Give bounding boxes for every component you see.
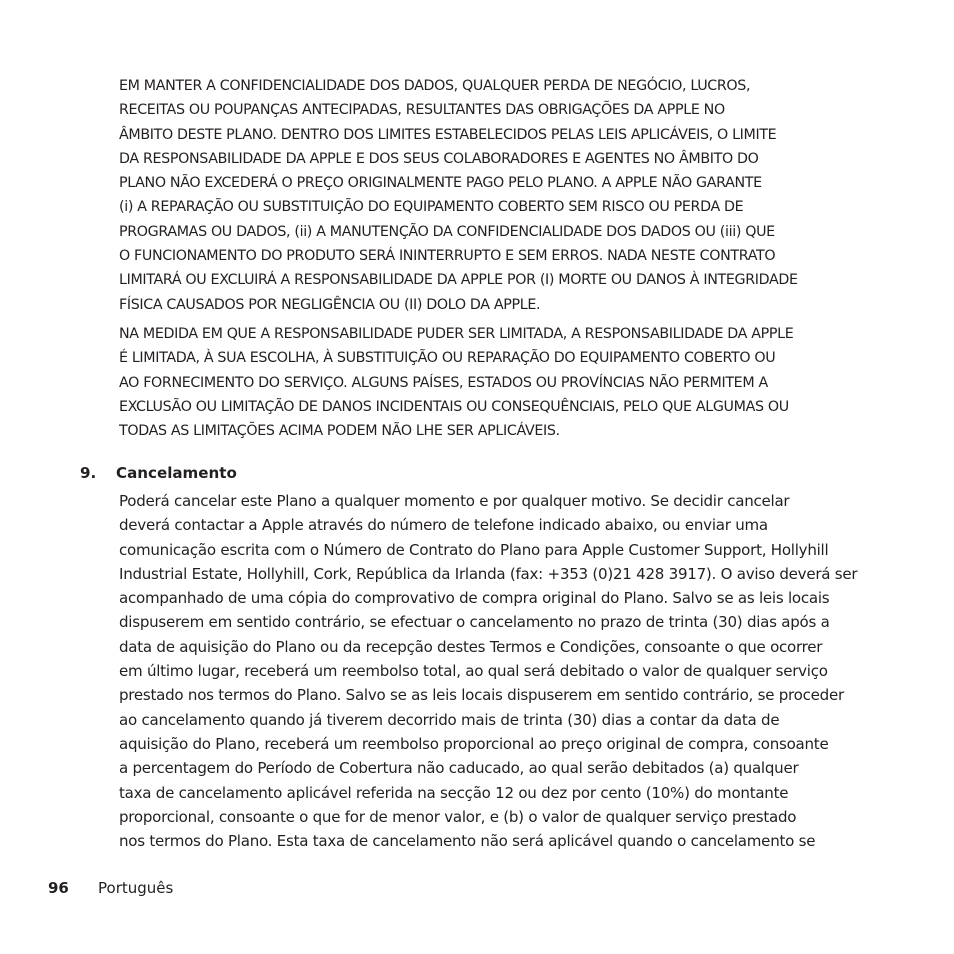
text-line: FÍSICA CAUSADOS POR NEGLIGÊNCIA OU (II) DOLO DA APPLE. bbox=[119, 296, 541, 313]
text-line: aquisição do Plano, receberá um reembolso proporcional ao preço original de compra, consoante bbox=[119, 734, 829, 753]
section-title: Cancelamento bbox=[116, 464, 237, 482]
text-line: NA MEDIDA EM QUE A RESPONSABILIDADE PUDER SER LIMITADA, A RESPONSABILIDADE DA APPLE bbox=[119, 326, 794, 342]
footer-language: Português bbox=[98, 879, 174, 897]
section-number: 9. bbox=[80, 464, 97, 482]
text-line: EXCLUSÃO OU LIMITAÇÃO DE DANOS INCIDENTAIS OU CONSEQUÊNCIAIS, PELO QUE ALGUMAS OU bbox=[119, 398, 789, 415]
text-line: em último lugar, receberá um reembolso total, ao qual será debitado o valor de qualquer serviço bbox=[119, 662, 828, 681]
text-line: nos termos do Plano. Esta taxa de cancelamento não será aplicável quando o cancelamento se bbox=[119, 832, 816, 851]
text-line: TODAS AS LIMITAÇÕES ACIMA PODEM NÃO LHE SER APLICÁVEIS. bbox=[119, 423, 560, 440]
text-line: PROGRAMAS OU DADOS, (ii) A MANUTENÇÃO DA CONFIDENCIALIDADE DOS DADOS OU (iii) QUE bbox=[119, 223, 775, 240]
section-heading-cancelamento bbox=[80, 461, 237, 485]
text-line: deverá contactar a Apple através do número de telefone indicado abaixo, ou enviar uma bbox=[119, 516, 768, 535]
text-line: Industrial Estate, Hollyhill, Cork, República da Irlanda (fax: +353 (0)21 428 3917). O aviso deverá ser bbox=[119, 564, 858, 583]
text-line: PLANO NÃO EXCEDERÁ O PREÇO ORIGINALMENTE PAGO PELO PLANO. A APPLE NÃO GARANTE bbox=[119, 175, 762, 192]
text-line: taxa de cancelamento aplicável referida na secção 12 ou dez por cento (10%) do montante bbox=[119, 783, 789, 802]
text-line: ao cancelamento quando já tiverem decorrido mais de trinta (30) dias a contar da data de bbox=[119, 710, 780, 729]
text-line: data de aquisição do Plano ou da recepção destes Termos e Condições, consoante o que ocorrer bbox=[119, 637, 823, 656]
text-line: dispuserem em sentido contrário, se efectuar o cancelamento no prazo de trinta (30) dias após a bbox=[119, 613, 830, 632]
text-line: proporcional, consoante o que for de menor valor, e (b) o valor de qualquer serviço prestado bbox=[119, 807, 797, 826]
paragraph-cancelamento bbox=[119, 489, 879, 853]
text-line: ÂMBITO DESTE PLANO. DENTRO DOS LIMITES ESTABELECIDOS PELAS LEIS APLICÁVEIS, O LIMITE bbox=[119, 126, 777, 143]
text-line: Poderá cancelar este Plano a qualquer momento e por qualquer motivo. Se decidir cancelar bbox=[119, 492, 790, 510]
text-line: a percentagem do Período de Cobertura não caducado, ao qual serão debitados (a) qualquer bbox=[119, 759, 799, 778]
text-line: comunicação escrita com o Número de Contrato do Plano para Apple Customer Support, Hollyhill bbox=[119, 540, 829, 559]
paragraph-liability-limits bbox=[119, 74, 879, 317]
text-line: (i) A REPARAÇÃO OU SUBSTITUIÇÃO DO EQUIPAMENTO COBERTO SEM RISCO OU PERDA DE bbox=[119, 199, 744, 216]
text-line: LIMITARÁ OU EXCLUIRÁ A RESPONSABILIDADE DA APPLE POR (I) MORTE OU DANOS À INTEGRIDADE bbox=[119, 272, 798, 289]
text-line: AO FORNECIMENTO DO SERVIÇO. ALGUNS PAÍSES, ESTADOS OU PROVÍNCIAS NÃO PERMITEM A bbox=[119, 374, 768, 391]
text-line: É LIMITADA, À SUA ESCOLHA, À SUBSTITUIÇÃO OU REPARAÇÃO DO EQUIPAMENTO COBERTO OU bbox=[119, 350, 776, 367]
text-line: O FUNCIONAMENTO DO PRODUTO SERÁ ININTERRUPTO E SEM ERROS. NADA NESTE CONTRATO bbox=[119, 248, 776, 265]
page-footer bbox=[48, 877, 173, 899]
page-number: 96 bbox=[48, 879, 69, 897]
text-line: RECEITAS OU POUPANÇAS ANTECIPADAS, RESULTANTES DAS OBRIGAÇÕES DA APPLE NO bbox=[119, 102, 725, 119]
text-line: DA RESPONSABILIDADE DA APPLE E DOS SEUS COLABORADORES E AGENTES NO ÂMBITO DO bbox=[119, 150, 759, 167]
text-line: EM MANTER A CONFIDENCIALIDADE DOS DADOS, QUALQUER PERDA DE NEGÓCIO, LUCROS, bbox=[119, 78, 751, 94]
text-line: prestado nos termos do Plano. Salvo se as leis locais dispuserem em sentido contrário, se proceder bbox=[119, 686, 844, 705]
text-line: acompanhado de uma cópia do comprovativo de compra original do Plano. Salvo se as leis locais bbox=[119, 589, 830, 608]
paragraph-liability-scope bbox=[119, 322, 879, 443]
